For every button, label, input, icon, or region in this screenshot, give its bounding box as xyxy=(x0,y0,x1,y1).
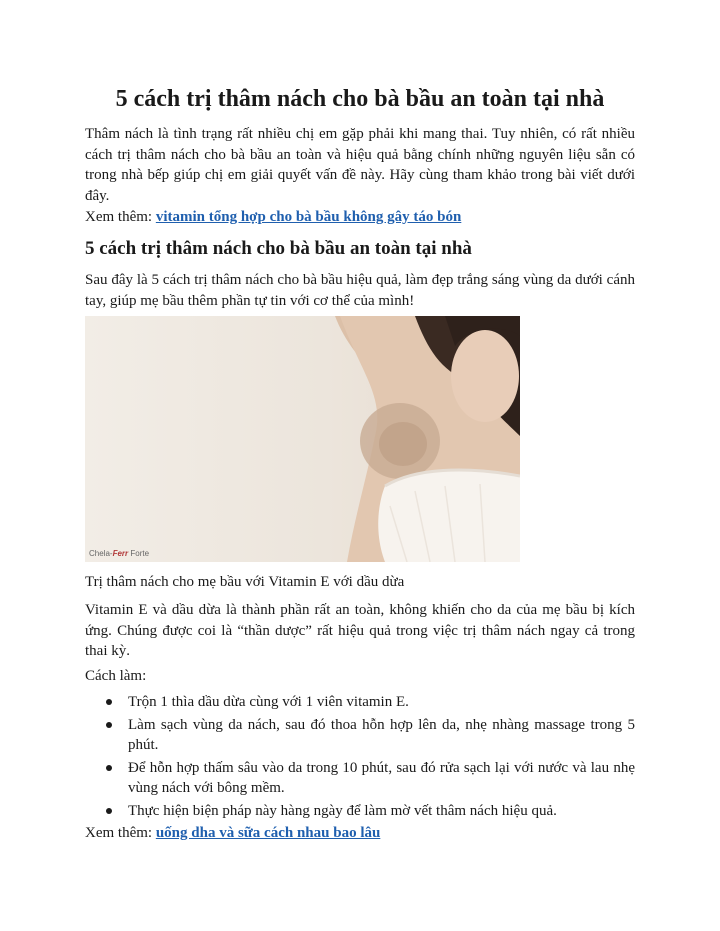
list-item: Để hỗn hợp thấm sâu vào da trong 10 phút, sau đó rửa sạch lại với nước và lau nhẹ vùng nách với bông mềm. xyxy=(85,758,635,799)
article-photo xyxy=(85,316,520,562)
steps-list xyxy=(85,692,635,823)
see-also-2 xyxy=(85,823,635,844)
section-heading: 5 cách trị thâm nách cho bà bầu an toàn tại nhà xyxy=(85,238,472,259)
lead-paragraph: Sau đây là 5 cách trị thâm nách cho bà bầu hiệu quả, làm đẹp trắng sáng vùng da dưới cánh tay, giúp mẹ bầu thêm phần tự tin với cơ thể của mình! xyxy=(85,272,635,309)
list-item: Làm sạch vùng da nách, sau đó thoa hỗn hợp lên da, nhẹ nhàng massage trong 5 phút. xyxy=(85,715,635,756)
intro-paragraph: Thâm nách là tình trạng rất nhiều chị em gặp phải khi mang thai. Tuy nhiên, có rất nhiều cách trị thâm nách cho bà bầu an toàn và hiệu quả bằng chính những nguyên liệu sẵn có trong nhà bếp giúp chị em giải quyết vấn đề này. Hãy cùng tham khảo trong bài viết dưới đây. xyxy=(85,126,635,204)
list-item: Trộn 1 thìa dầu dừa cùng với 1 viên vitamin E. xyxy=(85,692,635,713)
see-also-link-dha[interactable]: uống dha và sữa cách nhau bao lâu xyxy=(155,825,381,841)
body-paragraph-1: Vitamin E và dầu dừa là thành phần rất an toàn, không khiến cho da của mẹ bầu bị kích ứng. Chúng được coi là “thần dược” rất hiệu quả trong việc trị thâm nách ngay cả trong thai kỳ. xyxy=(85,602,635,659)
see-also-prefix: Xem thêm: xyxy=(85,825,156,841)
image-watermark: Chela-Ferr Forte xyxy=(89,549,150,558)
see-also-prefix: Xem thêm: xyxy=(85,209,156,225)
woman-armpit-illustration xyxy=(85,316,520,562)
see-also-link-vitamin[interactable]: vitamin tổng hợp cho bà bầu không gây táo bón xyxy=(155,209,462,225)
method-label: Cách làm: xyxy=(85,668,147,684)
see-also-1 xyxy=(85,207,635,228)
list-item: Thực hiện biện pháp này hàng ngày để làm mờ vết thâm nách hiệu quả. xyxy=(85,801,635,822)
page-title: 5 cách trị thâm nách cho bà bầu an toàn tại nhà xyxy=(115,86,605,112)
image-caption: Trị thâm nách cho mẹ bầu với Vitamin E với dầu dừa xyxy=(85,574,405,590)
